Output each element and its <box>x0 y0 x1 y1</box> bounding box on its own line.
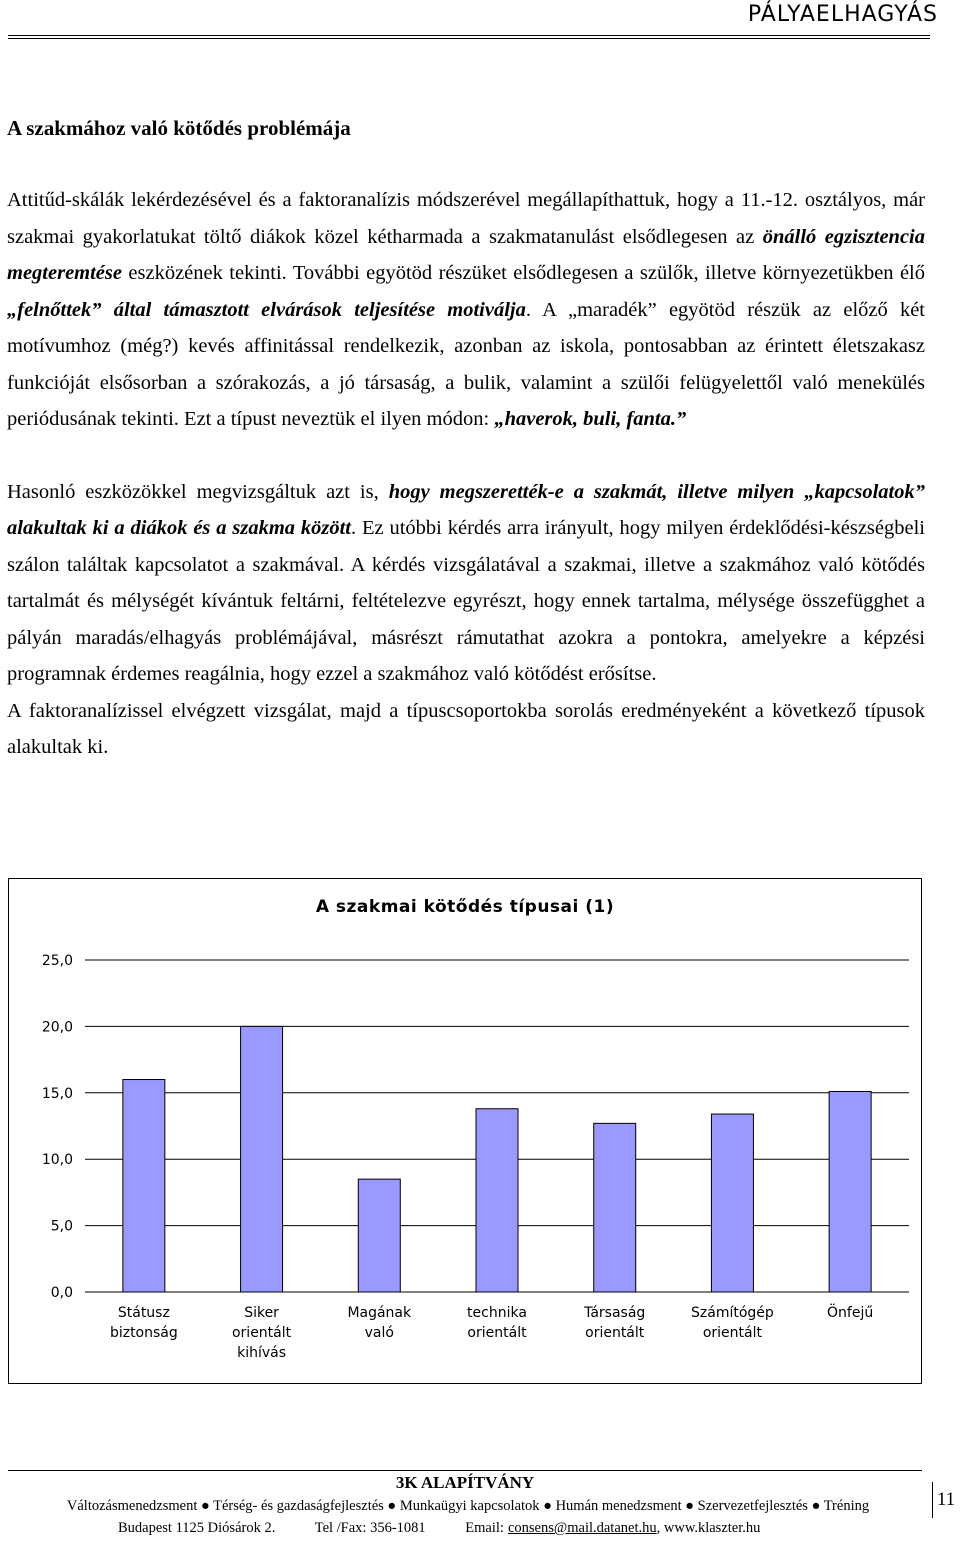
bar-chart <box>8 878 922 1384</box>
p2-text-2: . Ez utóbbi kérdés arra irányult, hogy milyen érdeklődési-készségbeli szálon találtak kapcsolatot a szakmával. A kérdés vizsgálatával a szakmai, illetve a szakmához való kötődés tartalmát és mélységét kívántuk feltárni, feltételezve egyrészt, hogy ennek tartalma, mélysége összefügghet a pályán maradás/elhagyás problémájával, másrészt rámutathat azokra a pontokra, amelyekre a képzési programnak érdemes reagálnia, hogy ezzel a szakmához való kötődést erősítse. <box>7 517 925 685</box>
bar <box>241 1026 283 1292</box>
x-tick-label: Társaság <box>584 1305 646 1321</box>
x-tick-label: Önfejű <box>827 1305 874 1321</box>
bar <box>594 1123 636 1292</box>
service-item: Térség- és gazdaságfejlesztés <box>213 1498 384 1514</box>
paragraph-2 <box>7 474 925 693</box>
p1-text-3: . A „maradék” egyötöd részük az előző két motívumhoz (még?) kevés affinitással rendelkezik, azonban az iskola, pontosabban az érintett életszakasz funkcióját elsősorban a szórakozás, a jó társaság, a bulik, valamint a szülői felügyelettől való menekülés periódusának tekinti. Ezt a típust neveztük el ilyen módon: <box>7 298 925 430</box>
p1-text-1: Attitűd-skálák lekérdezésével és a faktoranalízis módszerével megállapíthattuk, hogy a 11.-12. osztályos, már szakmai gyakorlatukat töltő diákok közel kétharmada a szakmatanulást elsődlegesen az <box>7 189 925 248</box>
bar <box>711 1114 753 1292</box>
service-item: Humán menedzsment <box>555 1498 682 1514</box>
y-tick-label: 0,0 <box>50 1285 73 1301</box>
bar <box>123 1080 165 1292</box>
p1-emphasis-1: önálló egzisztencia megteremtése <box>7 225 925 284</box>
y-tick-label: 20,0 <box>41 1019 73 1036</box>
footer-phone: Tel /Fax: 356-1081 <box>314 1520 426 1536</box>
service-item: Tréning <box>823 1498 870 1514</box>
service-item: Változásmenedzsment <box>66 1498 198 1514</box>
y-tick-label: 25,0 <box>41 953 73 969</box>
x-tick-label: orientált <box>585 1325 645 1341</box>
chart-plot <box>9 879 923 1385</box>
service-item: Szervezetfejlesztés <box>697 1498 808 1514</box>
section-heading: A szakmához való kötődés problémája <box>7 116 351 140</box>
x-tick-label: Státusz <box>117 1305 170 1321</box>
footer-website: , www.klaszter.hu <box>656 1520 761 1536</box>
x-tick-label: kihívás <box>237 1345 287 1361</box>
bullet-icon: ● <box>200 1498 210 1514</box>
x-tick-label: orientált <box>467 1325 527 1341</box>
bullet-icon: ● <box>811 1498 821 1514</box>
p1-emphasis-2: „felnőttek” által támasztott elvárások teljesítése motiválja <box>7 298 526 321</box>
footer-organization: 3K ALAPÍTVÁNY <box>395 1473 535 1492</box>
bar <box>829 1091 871 1292</box>
page-number: 11 <box>932 1482 959 1518</box>
bar <box>358 1179 400 1292</box>
bullet-icon: ● <box>685 1498 695 1514</box>
x-tick-label: orientált <box>702 1325 763 1341</box>
p1-text-2: eszközének tekinti. További egyötöd részüket elsődlegesen a szülők, illetve környezetükben élő <box>121 262 925 284</box>
p1-emphasis-3: „haverok, buli, fanta.” <box>494 408 687 430</box>
x-tick-label: technika <box>467 1305 527 1321</box>
header-rule <box>8 35 930 39</box>
x-tick-label: való <box>364 1325 394 1341</box>
page-header-title: PÁLYAELHAGYÁS <box>747 2 938 27</box>
y-tick-label: 15,0 <box>41 1085 73 1102</box>
footer-email-link[interactable]: consens@mail.datanet.hu <box>507 1520 657 1536</box>
footer-services <box>8 1498 928 1515</box>
footer-rule <box>8 1470 922 1471</box>
content <box>7 110 925 766</box>
footer-email-label: Email: <box>465 1520 504 1536</box>
x-tick-label: Siker <box>244 1305 279 1321</box>
service-item: Munkaügyi kapcsolatok <box>399 1498 540 1514</box>
x-tick-label: biztonság <box>109 1325 178 1341</box>
paragraph-1 <box>7 182 925 438</box>
bar <box>476 1109 518 1292</box>
bullet-icon: ● <box>387 1498 397 1514</box>
footer-contact <box>118 1520 838 1537</box>
p2-text-1: Hasonló eszközökkel megvizsgáltuk azt is, <box>7 480 389 503</box>
x-tick-label: Számítógép <box>691 1305 774 1321</box>
footer-address: Budapest 1125 Diósárok 2. <box>118 1520 276 1536</box>
p2-emphasis-1: hogy megszerették-e a szakmát, illetve milyen „kapcsolatok” alakultak ki a diákok és a szakma között <box>7 480 926 539</box>
x-tick-label: Magának <box>347 1305 412 1321</box>
x-tick-label: orientált <box>231 1325 292 1341</box>
paragraph-3: A faktoranalízissel elvégzett vizsgálat, majd a típuscsoportokba sorolás eredményeként a következő típusok alakultak ki. <box>7 699 925 758</box>
chart-title: A szakmai kötődés típusai (1) <box>315 897 615 917</box>
y-tick-label: 10,0 <box>41 1152 73 1169</box>
bullet-icon: ● <box>543 1498 552 1514</box>
y-tick-label: 5,0 <box>50 1218 73 1235</box>
